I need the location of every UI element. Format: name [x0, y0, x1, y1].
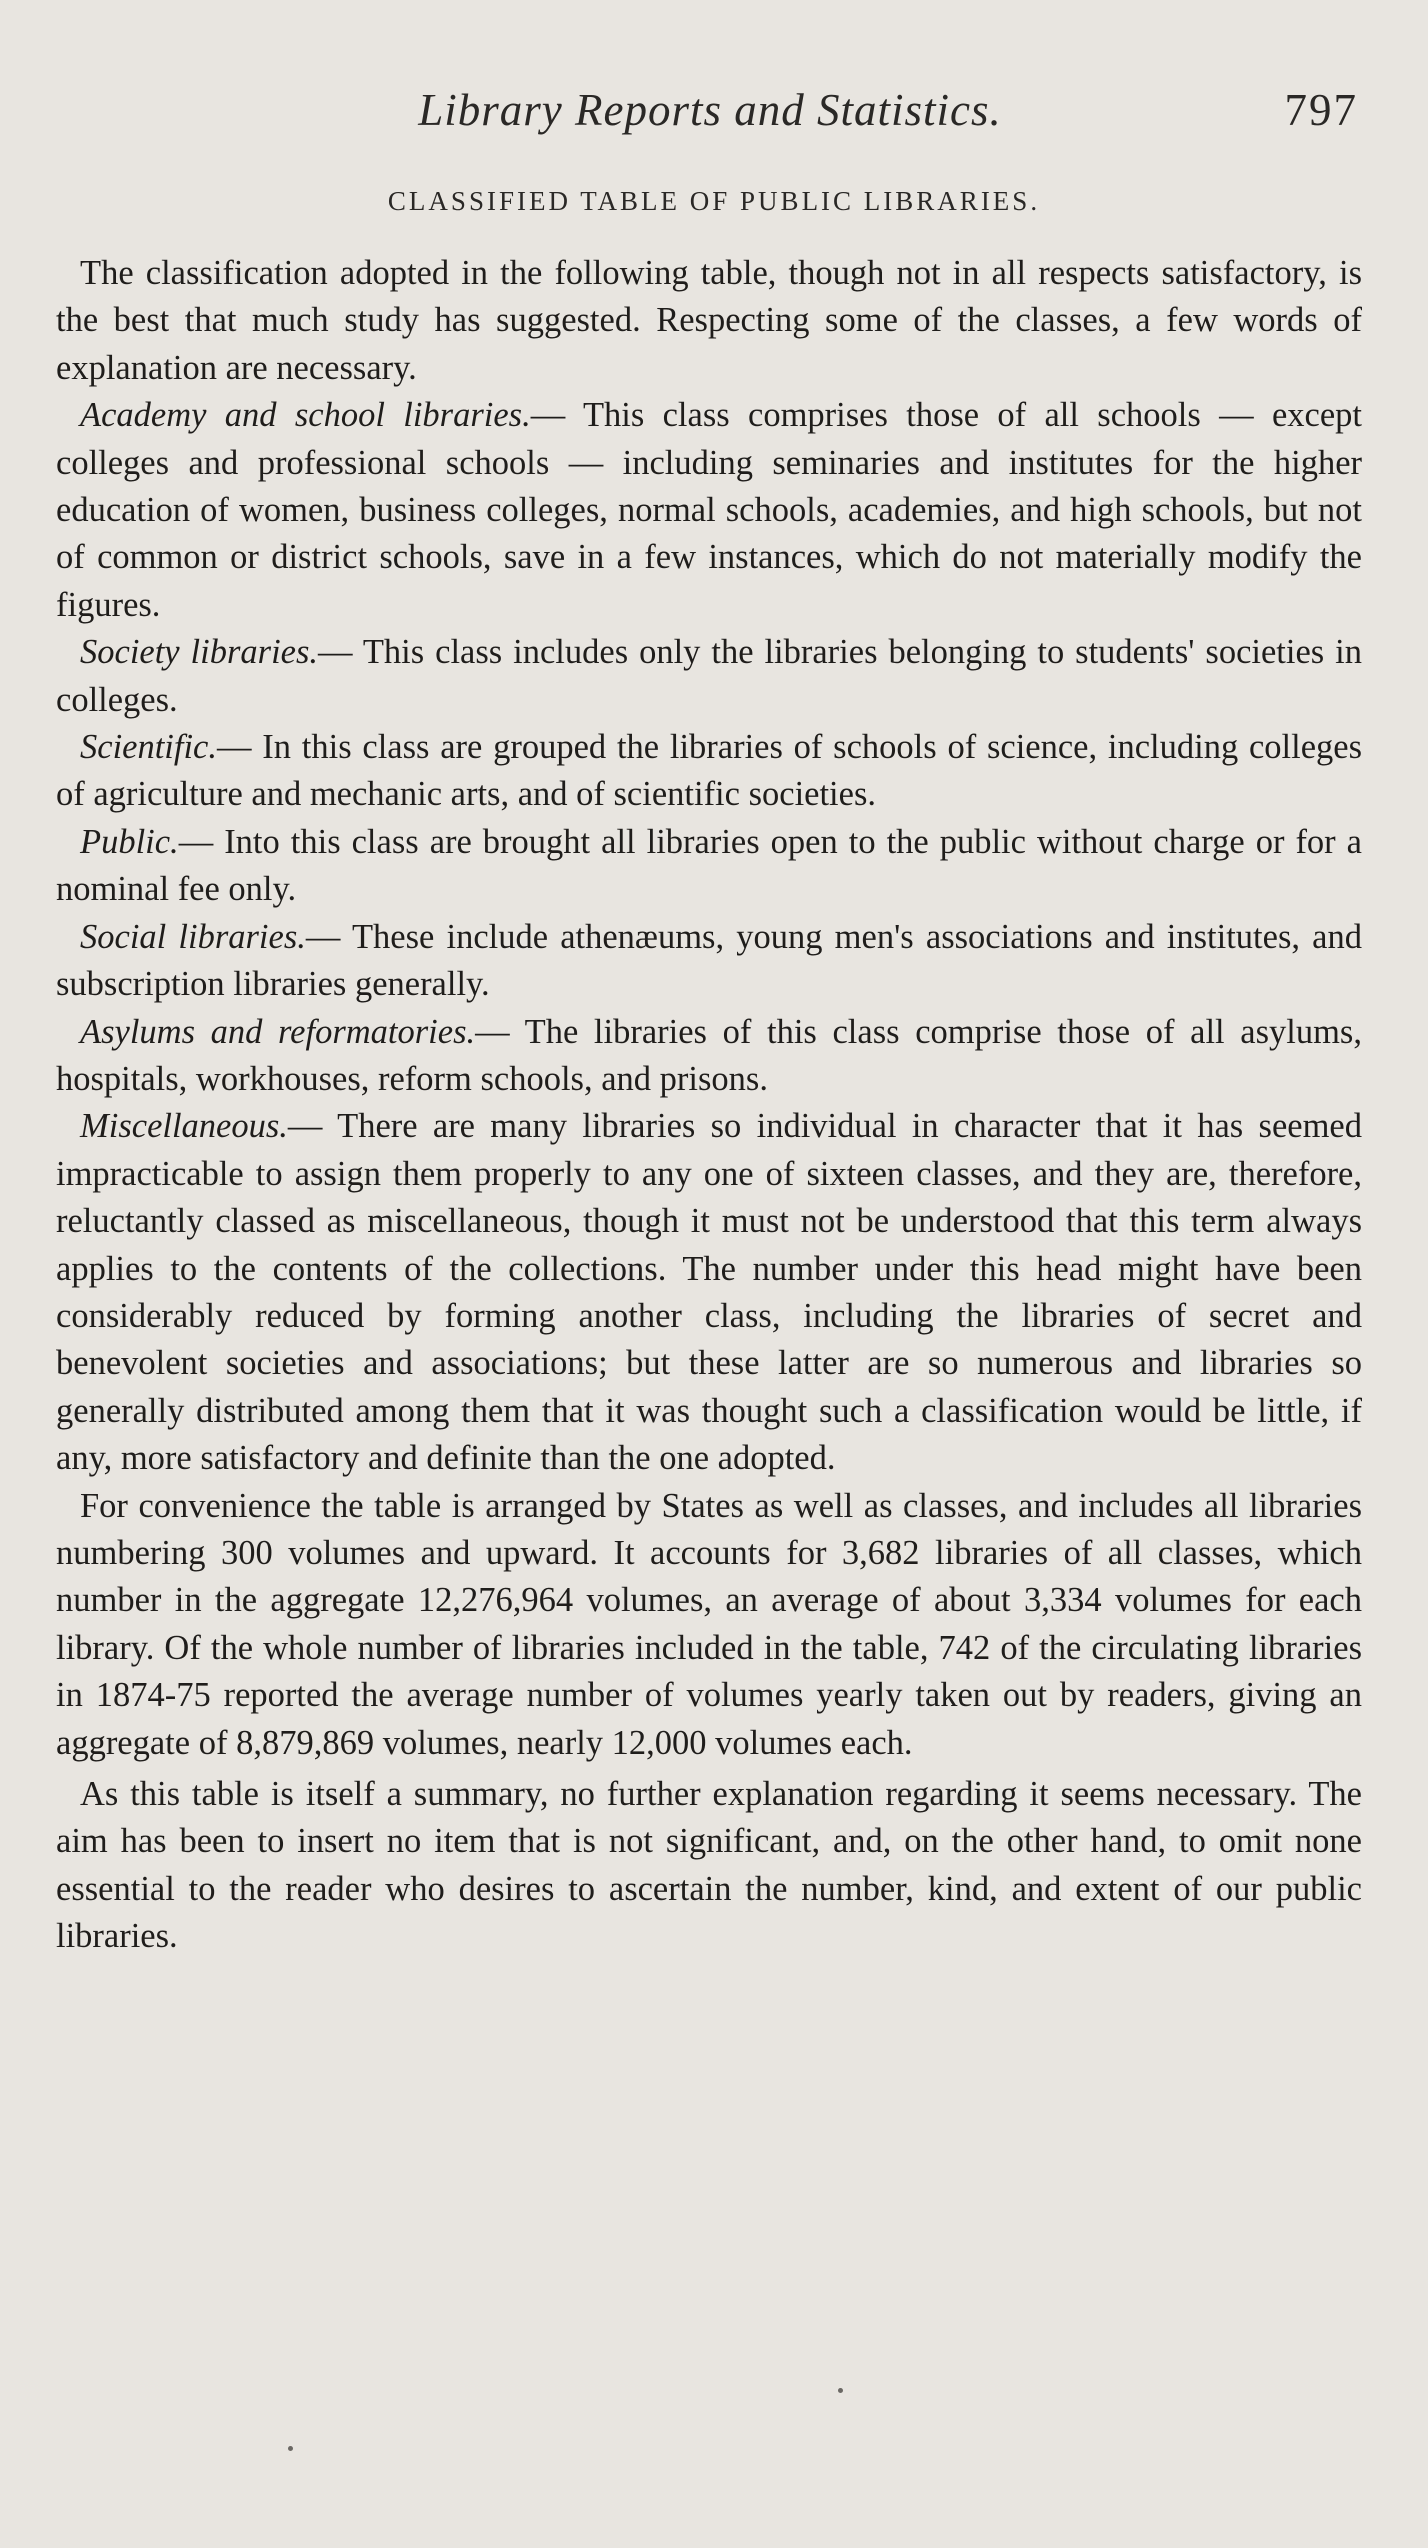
- paragraph-public: [56, 819, 1362, 914]
- term-asylums: Asylums and reformatories.: [80, 1012, 476, 1051]
- paragraph-convenience: For convenience the table is arranged by States as well as classes, and includes all libraries numbering 300 volumes and upward. It accounts for 3,682 libraries of all classes, which number in the aggregate 12,276,964 volumes, an average of about 3,334 volumes for each library. Of the whole number of libraries included in the table, 742 of the circulating libraries in 1874-75 reported the average number of volumes yearly taken out by readers, giving an aggregate of 8,879,869 volumes, nearly 12,000 volumes each.: [56, 1486, 1362, 1762]
- text-scientific: — In this class are grouped the libraries of schools of science, including colleges of agriculture and mechanic arts, and of scientific societies.: [56, 728, 1362, 814]
- text-asylums: — The libraries of this class comprise those of all asylums, hospitals, workhouses, reform schools, and prisons.: [56, 1012, 1362, 1098]
- text-society: — This class includes only the libraries belonging to students' societies in colleges.: [56, 633, 1362, 719]
- text-miscellaneous: — There are many libraries so individual in character that it has seemed impracticable to assign them properly to any one of sixteen classes, and they are, therefore, reluctantly classed as miscellaneous, though it must not be understood that this term always applies to the contents of the collections. The number under this head might have been considerably reduced by forming another class, including the libraries of secret and benevolent societies and associations; but these latter are so numerous and libraries so generally distributed among them that it was thought such a classification would be little, if any, more satisfactory and definite than the one adopted.: [56, 1107, 1362, 1478]
- section-title: CLASSIFIED TABLE OF PUBLIC LIBRARIES.: [387, 186, 1041, 216]
- paper-speck: [288, 2446, 293, 2451]
- paragraph-society: [56, 629, 1362, 724]
- paragraph-asylums: [56, 1009, 1362, 1104]
- body-text: [56, 250, 1362, 1961]
- text-academy: — This class comprises those of all schools — except colleges and professional schools — including seminaries and institutes for the higher education of women, business colleges, normal schools, academies, and high schools, but not of common or district schools, save in a few instances, which do not materially modify the figures.: [56, 396, 1362, 624]
- paragraph-academy: [56, 392, 1362, 629]
- term-public: Public.: [80, 822, 179, 861]
- paragraph-social: [56, 914, 1362, 1009]
- term-social: Social libraries.: [80, 917, 306, 956]
- paragraph-intro: The classification adopted in the following table, though not in all respects satisfactory, is the best that much study has suggested. Respecting some of the classes, a few words of explanation are necessary.: [56, 254, 1362, 387]
- text-social: — These include athenæums, young men's associations and institutes, and subscription libraries generally.: [56, 917, 1362, 1004]
- paragraph-summary: As this table is itself a summary, no further explanation regarding it seems necessary. The aim has been to insert no item that is not significant, and, on the other hand, to omit none essential to the reader who desires to ascertain the number, kind, and extent of our public libraries.: [56, 1775, 1362, 1956]
- term-miscellaneous: Miscellaneous.: [80, 1107, 288, 1146]
- page-number: 797: [1284, 85, 1358, 135]
- term-academy: Academy and school libraries.: [80, 396, 531, 435]
- term-scientific: Scientific.: [80, 728, 217, 767]
- paragraph-scientific: [56, 724, 1362, 819]
- paragraph-miscellaneous: [56, 1103, 1362, 1482]
- running-head-title: Library Reports and Statistics.: [418, 85, 1002, 135]
- paper-speck: [838, 2388, 843, 2393]
- text-public: — Into this class are brought all libraries open to the public without charge or for a nominal fee only.: [56, 822, 1362, 909]
- term-society: Society libraries.: [80, 633, 319, 672]
